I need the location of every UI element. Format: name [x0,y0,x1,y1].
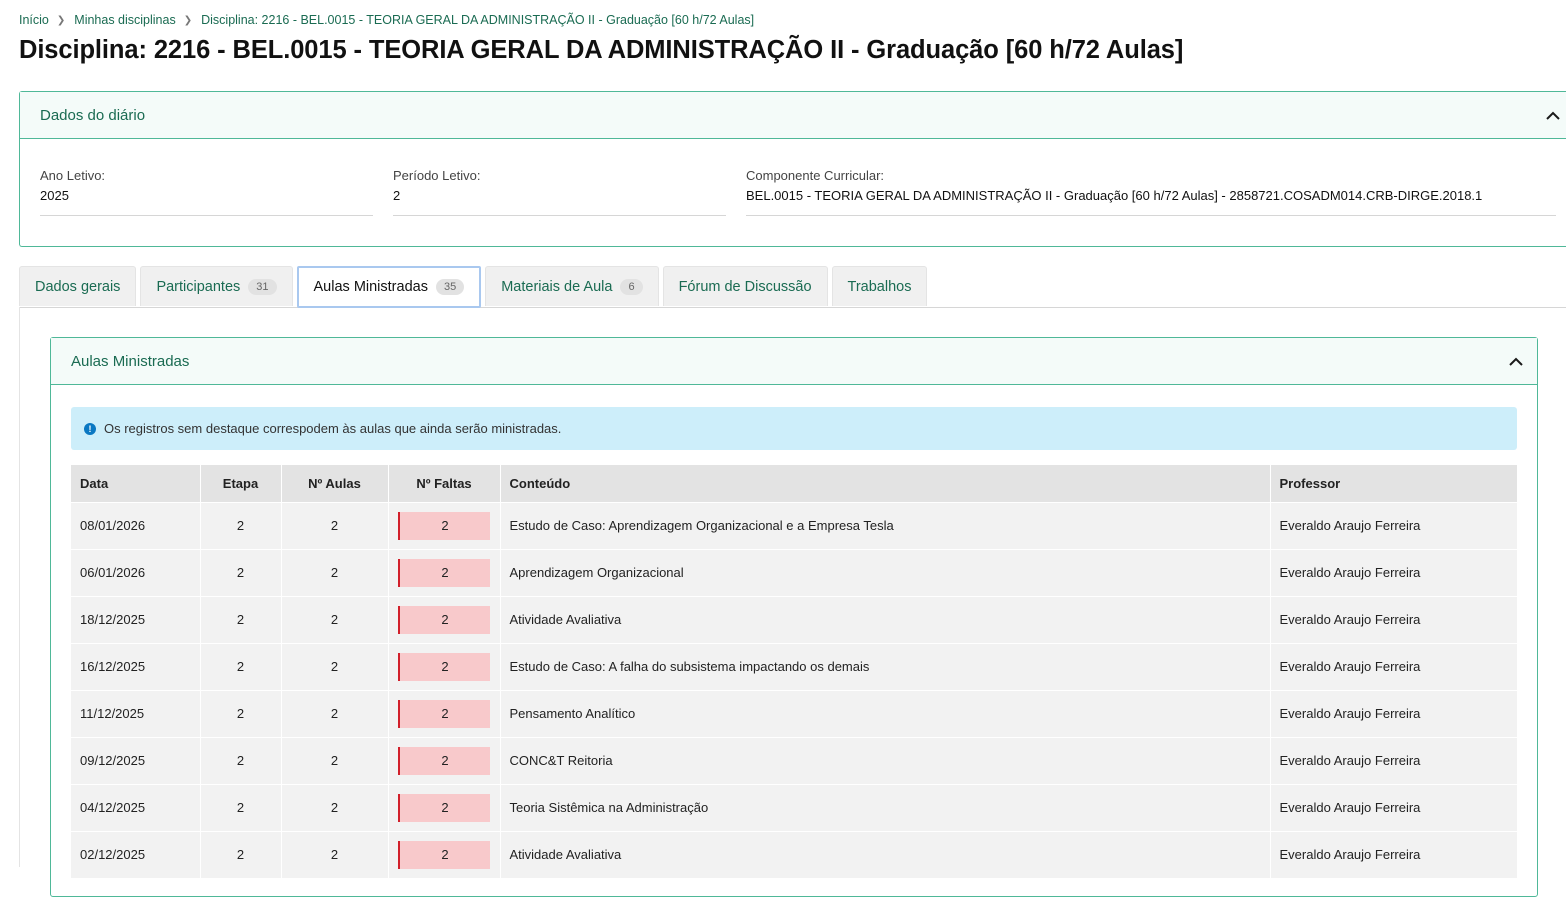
count-badge: 6 [620,279,642,295]
cell-professor: Everaldo Araujo Ferreira [1270,643,1517,690]
chevron-up-icon[interactable] [1544,106,1562,124]
faltas-badge: 2 [398,559,490,587]
cell-n-aulas: 2 [281,690,388,737]
field-label: Ano Letivo: [40,168,106,183]
cell-data: 08/01/2026 [71,502,200,549]
cell-conteudo: Atividade Avaliativa [500,831,1270,878]
table-row[interactable] [71,784,1517,831]
cell-n-aulas: 2 [281,549,388,596]
cell-n-faltas [388,690,500,737]
tab-aulas-ministradas[interactable] [297,266,482,308]
cell-etapa: 2 [200,643,281,690]
tab-materiais-de-aula[interactable] [485,266,658,306]
cell-data: 18/12/2025 [71,596,200,643]
cell-professor: Everaldo Araujo Ferreira [1270,596,1517,643]
aulas-ministradas-title: Aulas Ministradas [71,352,190,370]
faltas-badge: 2 [398,841,490,869]
tab-forum-de-discussao[interactable] [663,266,828,306]
cell-professor: Everaldo Araujo Ferreira [1270,690,1517,737]
count-badge: 35 [436,279,464,295]
cell-etapa: 2 [200,831,281,878]
cell-professor: Everaldo Araujo Ferreira [1270,502,1517,549]
column-header-n-aulas[interactable]: Nº Aulas [281,465,388,502]
tab-participantes[interactable] [140,266,292,306]
cell-data: 02/12/2025 [71,831,200,878]
field-periodo-letivo [393,167,726,216]
breadcrumb-minhas-disciplinas[interactable]: Minhas disciplinas [74,13,176,27]
count-badge: 31 [248,279,276,295]
faltas-badge: 2 [398,512,490,540]
cell-n-aulas: 2 [281,784,388,831]
cell-data: 04/12/2025 [71,784,200,831]
cell-conteudo: Estudo de Caso: A falha do subsistema impactando os demais [500,643,1270,690]
tab-label: Materiais de Aula [501,278,613,295]
faltas-badge: 2 [398,606,490,634]
chevron-right-icon: ❯ [183,14,193,26]
tab-label: Participantes [156,278,241,295]
field-label: Período Letivo: [393,168,481,183]
breadcrumb-inicio[interactable]: Início [19,13,49,27]
info-alert [71,407,1517,450]
cell-n-aulas: 2 [281,643,388,690]
cell-n-faltas [388,549,500,596]
chevron-up-icon[interactable] [1507,352,1525,370]
cell-n-faltas [388,737,500,784]
tab-label: Dados gerais [35,278,121,295]
cell-data: 09/12/2025 [71,737,200,784]
tab-bar [19,266,1566,308]
table-row[interactable] [71,690,1517,737]
dados-diario-card [19,91,1566,247]
cell-etapa: 2 [200,549,281,596]
field-value: 2 [393,188,401,203]
cell-n-faltas [388,831,500,878]
table-header-row [71,465,1517,502]
cell-conteudo: Aprendizagem Organizacional [500,549,1270,596]
cell-professor: Everaldo Araujo Ferreira [1270,737,1517,784]
info-icon: ! [84,423,96,435]
tab-trabalhos[interactable] [832,266,928,306]
cell-n-faltas [388,643,500,690]
table-row[interactable] [71,737,1517,784]
faltas-badge: 2 [398,794,490,822]
cell-n-faltas [388,596,500,643]
cell-professor: Everaldo Araujo Ferreira [1270,831,1517,878]
cell-data: 11/12/2025 [71,690,200,737]
tab-label: Aulas Ministradas [313,279,428,295]
cell-n-aulas: 2 [281,502,388,549]
cell-etapa: 2 [200,737,281,784]
column-header-etapa[interactable]: Etapa [200,465,281,502]
faltas-badge: 2 [398,653,490,681]
cell-professor: Everaldo Araujo Ferreira [1270,784,1517,831]
dados-diario-title: Dados do diário [40,106,146,124]
field-ano-letivo [40,167,373,216]
table-row[interactable] [71,831,1517,878]
cell-etapa: 2 [200,596,281,643]
chevron-right-icon: ❯ [56,14,66,26]
breadcrumb-disciplina[interactable]: Disciplina: 2216 - BEL.0015 - TEORIA GERAL DA ADMINISTRAÇÃO II - Graduação [60 h/72 Aulas] [201,13,755,27]
cell-professor: Everaldo Araujo Ferreira [1270,549,1517,596]
page-title: Disciplina: 2216 - BEL.0015 - TEORIA GERAL DA ADMINISTRAÇÃO II - Graduação [60 h/72 Aulas] [19,36,1184,64]
tab-label: Fórum de Discussão [678,278,812,295]
cell-conteudo: Teoria Sistêmica na Administração [500,784,1270,831]
cell-data: 16/12/2025 [71,643,200,690]
faltas-badge: 2 [398,747,490,775]
table-row[interactable] [71,596,1517,643]
cell-etapa: 2 [200,784,281,831]
column-header-n-faltas[interactable]: Nº Faltas [388,465,500,502]
dados-diario-header[interactable] [20,92,1566,139]
column-header-conteudo[interactable]: Conteúdo [500,465,1270,502]
table-row[interactable] [71,549,1517,596]
field-value: 2025 [40,188,69,203]
field-componente-curricular [746,167,1556,216]
cell-n-aulas: 2 [281,737,388,784]
cell-n-aulas: 2 [281,831,388,878]
column-header-professor[interactable]: Professor [1270,465,1517,502]
cell-data: 06/01/2026 [71,549,200,596]
faltas-badge: 2 [398,700,490,728]
field-label: Componente Curricular: [746,168,885,183]
cell-etapa: 2 [200,690,281,737]
table-row[interactable] [71,502,1517,549]
field-value: BEL.0015 - TEORIA GERAL DA ADMINISTRAÇÃO II - Graduação [60 h/72 Aulas] - 2858721.COSADM014.CRB-DIRGE.2018.1 [746,188,1483,203]
breadcrumb [19,13,754,27]
cell-conteudo: CONC&T Reitoria [500,737,1270,784]
column-header-data[interactable]: Data [71,465,200,502]
tab-dados-gerais[interactable] [19,266,136,306]
aulas-ministradas-card [50,337,1538,897]
cell-n-faltas [388,784,500,831]
tab-label: Trabalhos [847,278,912,295]
table-row[interactable] [71,643,1517,690]
cell-conteudo: Atividade Avaliativa [500,596,1270,643]
cell-etapa: 2 [200,502,281,549]
cell-conteudo: Estudo de Caso: Aprendizagem Organizacional e a Empresa Tesla [500,502,1270,549]
cell-n-faltas [388,502,500,549]
cell-conteudo: Pensamento Analítico [500,690,1270,737]
info-text: Os registros sem destaque correspodem às aulas que ainda serão ministradas. [104,421,562,436]
aulas-ministradas-header[interactable] [51,338,1537,385]
cell-n-aulas: 2 [281,596,388,643]
aulas-table [71,465,1518,878]
